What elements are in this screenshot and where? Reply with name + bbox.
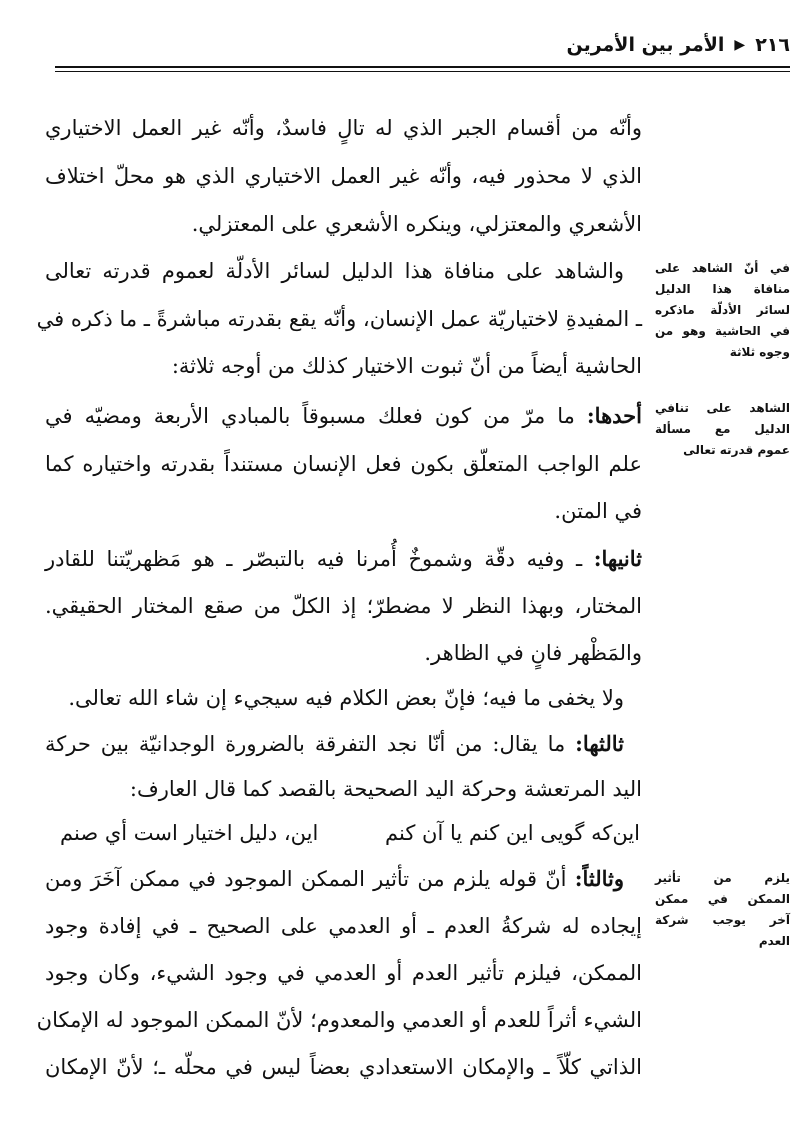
text-span: ـ وفيه دقّة وشموخٌ أُمرنا فيه بالتبصّر ـ هو مَظهريّتنا للقادر — [45, 547, 583, 571]
text-line: والمَظْهر فانٍ في الظاهر. — [424, 641, 642, 665]
text-line: إيجاده له شركةُ العدم ـ أو العدمي على الصحيح ـ في إفادة وجود — [45, 914, 642, 938]
text-line — [45, 729, 642, 759]
text-span: ما مرّ من كون فعلك مسبوقاً بالمبادي الأربعة ومضيّه في — [45, 404, 575, 428]
note-line: الممكن في ممكن — [655, 892, 790, 906]
label-first: أحدها: — [586, 403, 642, 428]
text-line: ـ المفيدةِ لاختياريّة عمل الإنسان، وأنّه يقع بقدرته مباشرةً ـ ما ذكره في — [36, 307, 642, 331]
text-span: أنّ قوله يلزم من تأثير الممكن الموجود في ممكن آخَرَ ومن — [45, 867, 567, 891]
label-thirdly: وثالثاً: — [574, 866, 624, 891]
margin-note — [655, 868, 790, 952]
note-line: في أنّ الشاهد على — [655, 261, 790, 275]
text-line: الأشعري والمعتزلي، وينكره الأشعري على المعتزلي. — [191, 212, 642, 236]
text-line: الممكن، فيلزم تأثير العدم أو العدمي في وجود الشيء، وكان وجود — [45, 961, 642, 985]
note-line: آخر يوجب شركة — [655, 913, 790, 927]
text-line: المختار، وبهذا النظر لا مضطرّ؛ إذ الكلّ من صقع المختار الحقيقي. — [45, 594, 642, 618]
margin-note — [655, 258, 790, 363]
text-line: في المتن. — [554, 499, 642, 523]
text-line: الشيء أثراً للعدم أو العدمي والمعدوم؛ لأنّ الممكن الموجود له الإمكان — [36, 1008, 642, 1032]
note-line: الدليل مع مسألة — [655, 422, 790, 436]
margin-note — [655, 398, 790, 461]
label-second: ثانيها: — [593, 546, 642, 571]
note-line: عموم قدرته تعالى — [683, 443, 790, 457]
note-line: العدم — [758, 934, 790, 948]
verse-hemistich: اين‌كه گويى اين كنم يا آن كنم — [385, 821, 640, 845]
text-line: الذي لا محذور فيه، وأنّه غير العمل الاختياري الذي هو محلّ اختلاف — [45, 164, 642, 188]
text-line: اليد المرتعشة وحركة اليد الصحيحة بالقصد كما قال العارف: — [129, 777, 642, 801]
page-number: ٢١٦ — [755, 34, 790, 56]
text-line — [45, 864, 642, 894]
note-line: يلزم من تأثير — [655, 871, 790, 885]
note-line: الشاهد على تنافي — [655, 401, 790, 415]
running-header — [566, 34, 790, 56]
text-line: الذاتي كلّاً ـ والإمكان الاستعدادي بعضاً ليس في محلّه ـ؛ لأنّ الإمكان — [45, 1055, 642, 1079]
note-line: لسائر الأدلّة ماذكره — [655, 303, 790, 317]
header-rule — [55, 66, 790, 68]
text-line — [45, 544, 642, 574]
text-span: ما يقال: من أنّا نجد التفرقة بالضرورة الوجدانيّة بين حركة — [45, 732, 566, 756]
verse-hemistich: اين، دليل اختيار است أي صنم — [60, 821, 319, 845]
text-line: الحاشية أيضاً من أنّ ثبوت الاختيار كذلك من أوجه ثلاثة: — [171, 354, 642, 378]
text-line: والشاهد على منافاة هذا الدليل لسائر الأدلّة لعموم قدرته تعالى — [45, 259, 624, 283]
text-line: وأنّه من أقسام الجبر الذي له تالٍ فاسدٌ، وأنّه غير العمل الاختياري — [45, 116, 642, 140]
label-third: ثالثها: — [575, 731, 624, 756]
note-line: منافاة هذا الدليل — [655, 282, 790, 296]
persian-verse — [60, 818, 640, 848]
text-line: ولا يخفى ما فيه؛ فإنّ بعض الكلام فيه سيجيء إن شاء الله تعالى. — [68, 686, 624, 710]
triangle-marker-icon: ▶ — [734, 37, 746, 53]
running-title: الأمر بين الأمرين — [566, 34, 725, 56]
header-rule-thin — [55, 71, 790, 72]
text-line: علم الواجب المتعلّق بكون فعل الإنسان مستنداً بقدرته واختياره كما — [45, 452, 642, 476]
note-line: وجوه ثلاثة — [729, 345, 790, 359]
note-line: في الحاشية وهو من — [655, 324, 790, 338]
text-line — [45, 401, 642, 431]
